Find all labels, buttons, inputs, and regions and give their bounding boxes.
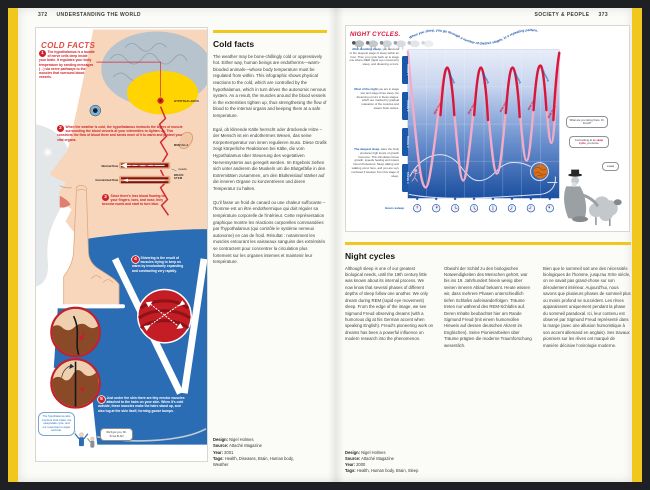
yellow-rule (345, 242, 631, 245)
note-deepest-sleep: The deepest sleep. Here the body produces high levels of growth hormone. This stimulates tissue growth, speeds healing and lowers blood cholesterol. Sleep talking and walking occur here, and you are very confused if awoken from this stage of sleep. (351, 147, 399, 178)
step-2-badge: 2 (57, 125, 64, 132)
credit-tags: Tags: Health, Human body, Brain, Sleep (345, 468, 419, 474)
snowball-figures (72, 431, 94, 448)
brain-stem-label: BRAIN STEM (174, 174, 184, 180)
constricted-flow-label: Constricted flow (95, 178, 118, 182)
step-3-badge: 3 (102, 194, 109, 201)
section-title-right: SOCIETY & PEOPLE (534, 12, 590, 18)
page-number-right: 373 (598, 12, 608, 18)
rem-label: REM sleep, (499, 98, 509, 113)
night-cycles-heading: Night cycles (345, 250, 396, 261)
cold-step-4 (132, 256, 188, 273)
eye (90, 105, 101, 116)
page-gutter (328, 8, 344, 482)
night-cycles-credits (345, 450, 429, 475)
credit-source: Source: Attaché Magazine (345, 456, 394, 462)
muscle-label: muscle (178, 167, 187, 171)
yellow-rule (213, 30, 327, 33)
step-3-text: Since there's less blood flowing to your fingers, toes, and nose, they become numb and start to turn blue. (102, 194, 165, 207)
dreaming-label: dreaming (481, 72, 490, 85)
credit-year: Year: 2001 (213, 449, 234, 455)
night-paragraph-en: Although sleep is one of our greatest biological needs, until the 19th century little was known about its internal process. We now know that several phases of different depths of sleep follow one another. We only dream during REM (rapid eye movement) sleep. From the edge of the image, we see Sigmund Freud observing dreams (with a humorous dig at his German accent when speaking English). Freud's pioneering work on dreams has been a powerful influence on modern research into the phenomenon. (345, 265, 434, 342)
book-edge-right (632, 8, 642, 482)
book-edge-left (8, 8, 18, 482)
step-1-badge: 1 (39, 50, 46, 57)
running-head-right (535, 12, 608, 18)
cold-facts-paragraph-de: Egal, ob klirrende Kälte herrscht oder drückende Hitze – der Mensch ist ein endothermes Wesen, das seine Körpertemperatur von innen regulieren muss. Diese Grafik zeigt körperliche Reaktionen bei Kälte, die vom Hypothalamus über Steuerung des vegetativen Nervensystems aus geregelt werden. Im Ergebnis ziehen sich unter anderem die Muskeln um die Blutgefäße in den Extremitäten zusammen, um den Blutkreislauf stärker auf die inneren Organe zu konzentrieren und deren Temperatur zu halten. (213, 126, 327, 192)
cold-facts-credits (213, 437, 297, 468)
rem-label: REM sleep, (467, 100, 477, 115)
stage-2-tab: STAGE 2 (402, 92, 409, 120)
medulla-label: MEDULLA (174, 144, 189, 147)
cold-step-1 (39, 50, 95, 80)
freud-cartoon (564, 170, 622, 226)
hypothalamus-label: HYPOTHALAMUS (174, 100, 200, 103)
dreaming-label: dreaming (513, 72, 522, 85)
step-1-text: The hypothalamus is a bundle of nerve cells deep inside your brain. It regulates your body temperature by sending messages (→) via nerve pathways to the muscles that surround blood vessels. (39, 50, 95, 80)
step-4-text: Shivering is the result of muscles trying to keep us warm by involuntarily expanding and contracting very rapidly. (132, 256, 184, 273)
night-paragraph-fr: Bien que le sommeil soit une des nécessités biologiques de l'homme, jusqu'au XIXe siècle, on ne savait pas grand-chose sur son déroulement intérieur. Aujourd'hui, nous savons que plusieurs phases de sommeil plus ou moins profond se succèdent. Les rêves apparaissent uniquement pendant la phase du sommeil paradoxal. Ici, leur contenu est observé par Sigmund Freud représenté dans la marge (avec une allusion humoristique à son accent allemand en anglais). Ses travaux pionniers sur les rêves ont marqué de manière décisive l'onirologie moderne. (543, 265, 631, 348)
cold-facts-heading: Cold facts (213, 38, 255, 49)
dreaming-label: dreaming (541, 70, 550, 83)
dream-brain (534, 165, 548, 179)
note-counting-sheep: After counting sheep, you descend to the deepest stage of sleep within an hour. Then you cycle back up to stage one where REM (rapid eye movement) sleep, and dreaming occurs. (349, 47, 399, 67)
cold-facts-paragraph-en: The weather may be bone-chillingly cold or oppressively hot. Either way, human beings are endotherms—warm-blooded animals—whose body temperature must be regulated from within. This infographic shows physical reactions to the cold, which are controlled by the hypothalamus, which in turn drives the autonomic nervous system. As a result, the muscles around the blood vessels in the extremities tighten up, thus strengthening the flow of blood to the internal organs and keeping them at a safe temperature. (213, 53, 327, 118)
credit-year: Year: 2000 (345, 462, 366, 468)
night-paragraph-de: Obwohl der Schlaf zu den biologischen Notwendigkeiten des Menschen gehört, war bis ins 19. Jahrhundert hinein wenig über seinen inneren Ablauf bekannt. Heute wissen wir, dass mehrere Phasen unterschiedlich tiefen Schlafes aufeinanderfolgen. Träume treten nur während des REM-Schlafes auf. Deren Inhalte beobachtet hier am Rande Sigmund Freud (mit einem humorvollen Hinweis auf dessen deutschen Akzent im Englischen). Seine Pionierarbeiten über Träume prägten die moderne Traumforschung wesentlich. (444, 265, 532, 348)
shivering-muscle-ball (138, 289, 191, 342)
cold-step-5 (98, 396, 186, 413)
freud-question-bubble: What are you doing there, Dr. Freud? (566, 116, 608, 128)
stage-3-tab: STAGE 3 (402, 128, 409, 156)
step-2-text: When the weather is cold, the hypothalamus instructs the layers of muscle surrounding the blood vessels at your extremities to tighten up. This constricts the flow of blood there and sends more of it to warm and protect your vital organs. (57, 125, 183, 142)
cold-facts-title: COLD FACTS (41, 41, 96, 50)
note-most-of-night: Most of the night you are in stage two and stage three sleep. No dreaming occurs in these stages, which are marked by gradual relaxation of the muscles and slower brain waves. (354, 87, 399, 111)
step-5-text: Just under the skin there are tiny erector muscles attached to the hairs on your skin. When it's cold outside, these muscles make the hairs stand up, and also tug at the skin itself, forming goose bumps. (98, 396, 185, 413)
credit-tags: Tags: Health, Diseases, Brain, Human body, Weather (213, 455, 294, 467)
step-4-badge: 4 (132, 256, 139, 263)
freud-answer-bubble: Just looking at ze sleep cycle, you know. (569, 136, 609, 148)
stage-1-tab: STAGE 1 (402, 56, 409, 84)
cold-facts-paragraph-fr: Qu'il fasse un froid de canard ou une chaleur suffocante – l'homme est un être endothermique qui doit réguler sa température corporelle de l'intérieur. Cette représentation graphique montre les réactions corporelles commandées par l'hypothalamus (qui contrôle le système nerveux autonome) en cas de froid. Résultat : notamment les muscles entourant les vaisseaux sanguins des extrémités se contractent pour concentrer la circulation plus fortement sur les organes internes et maintenir leur température. (213, 199, 326, 265)
cold-facts-article (213, 30, 327, 478)
section-title-left: UNDERSTANDING THE WORLD (56, 12, 141, 18)
book-spread (18, 8, 632, 482)
dreaming-label: dreaming (447, 72, 456, 85)
night-cycles-article (345, 242, 631, 478)
snowball-bubble: We'll get you, Mr. Snow B-All! (100, 428, 133, 441)
stage-4-tab: STAGE 4 (402, 164, 409, 192)
night-cycles-subtitle: When you sleep, you go through a number of distinct stages, in a repeating pattern. (408, 28, 539, 46)
night-cycles-title: NIGHT CYCLES. (350, 31, 401, 38)
rem-label: REM sleep, (527, 96, 537, 111)
cold-step-3 (102, 194, 172, 207)
normal-flow-label: Normal flow (101, 163, 118, 168)
hypothalamus-note-bubble: The hypothalamus also monitors food intake, the sleep/wake cycle, and our responses to anger and fear. (38, 412, 75, 436)
sheep-bubble: maaa! (602, 162, 619, 171)
step-5-badge: 5 (98, 396, 105, 403)
rem-label: REM sleep, (547, 104, 557, 119)
rem-label: REM sleep, (433, 100, 443, 115)
credit-design: Design: Nigel Holmes (345, 450, 386, 455)
credit-source: Source: Attaché Magazine (213, 443, 262, 449)
cold-step-2 (57, 125, 187, 142)
credit-design: Design: Nigel Holmes (213, 437, 254, 443)
cold-facts-infographic (35, 27, 208, 462)
clock-icons (413, 204, 553, 212)
page-number-left: 372 (38, 12, 48, 18)
running-head-left (38, 12, 141, 18)
hours-asleep-axis-label: Hours asleep (385, 206, 404, 210)
night-cycles-infographic (345, 25, 630, 232)
